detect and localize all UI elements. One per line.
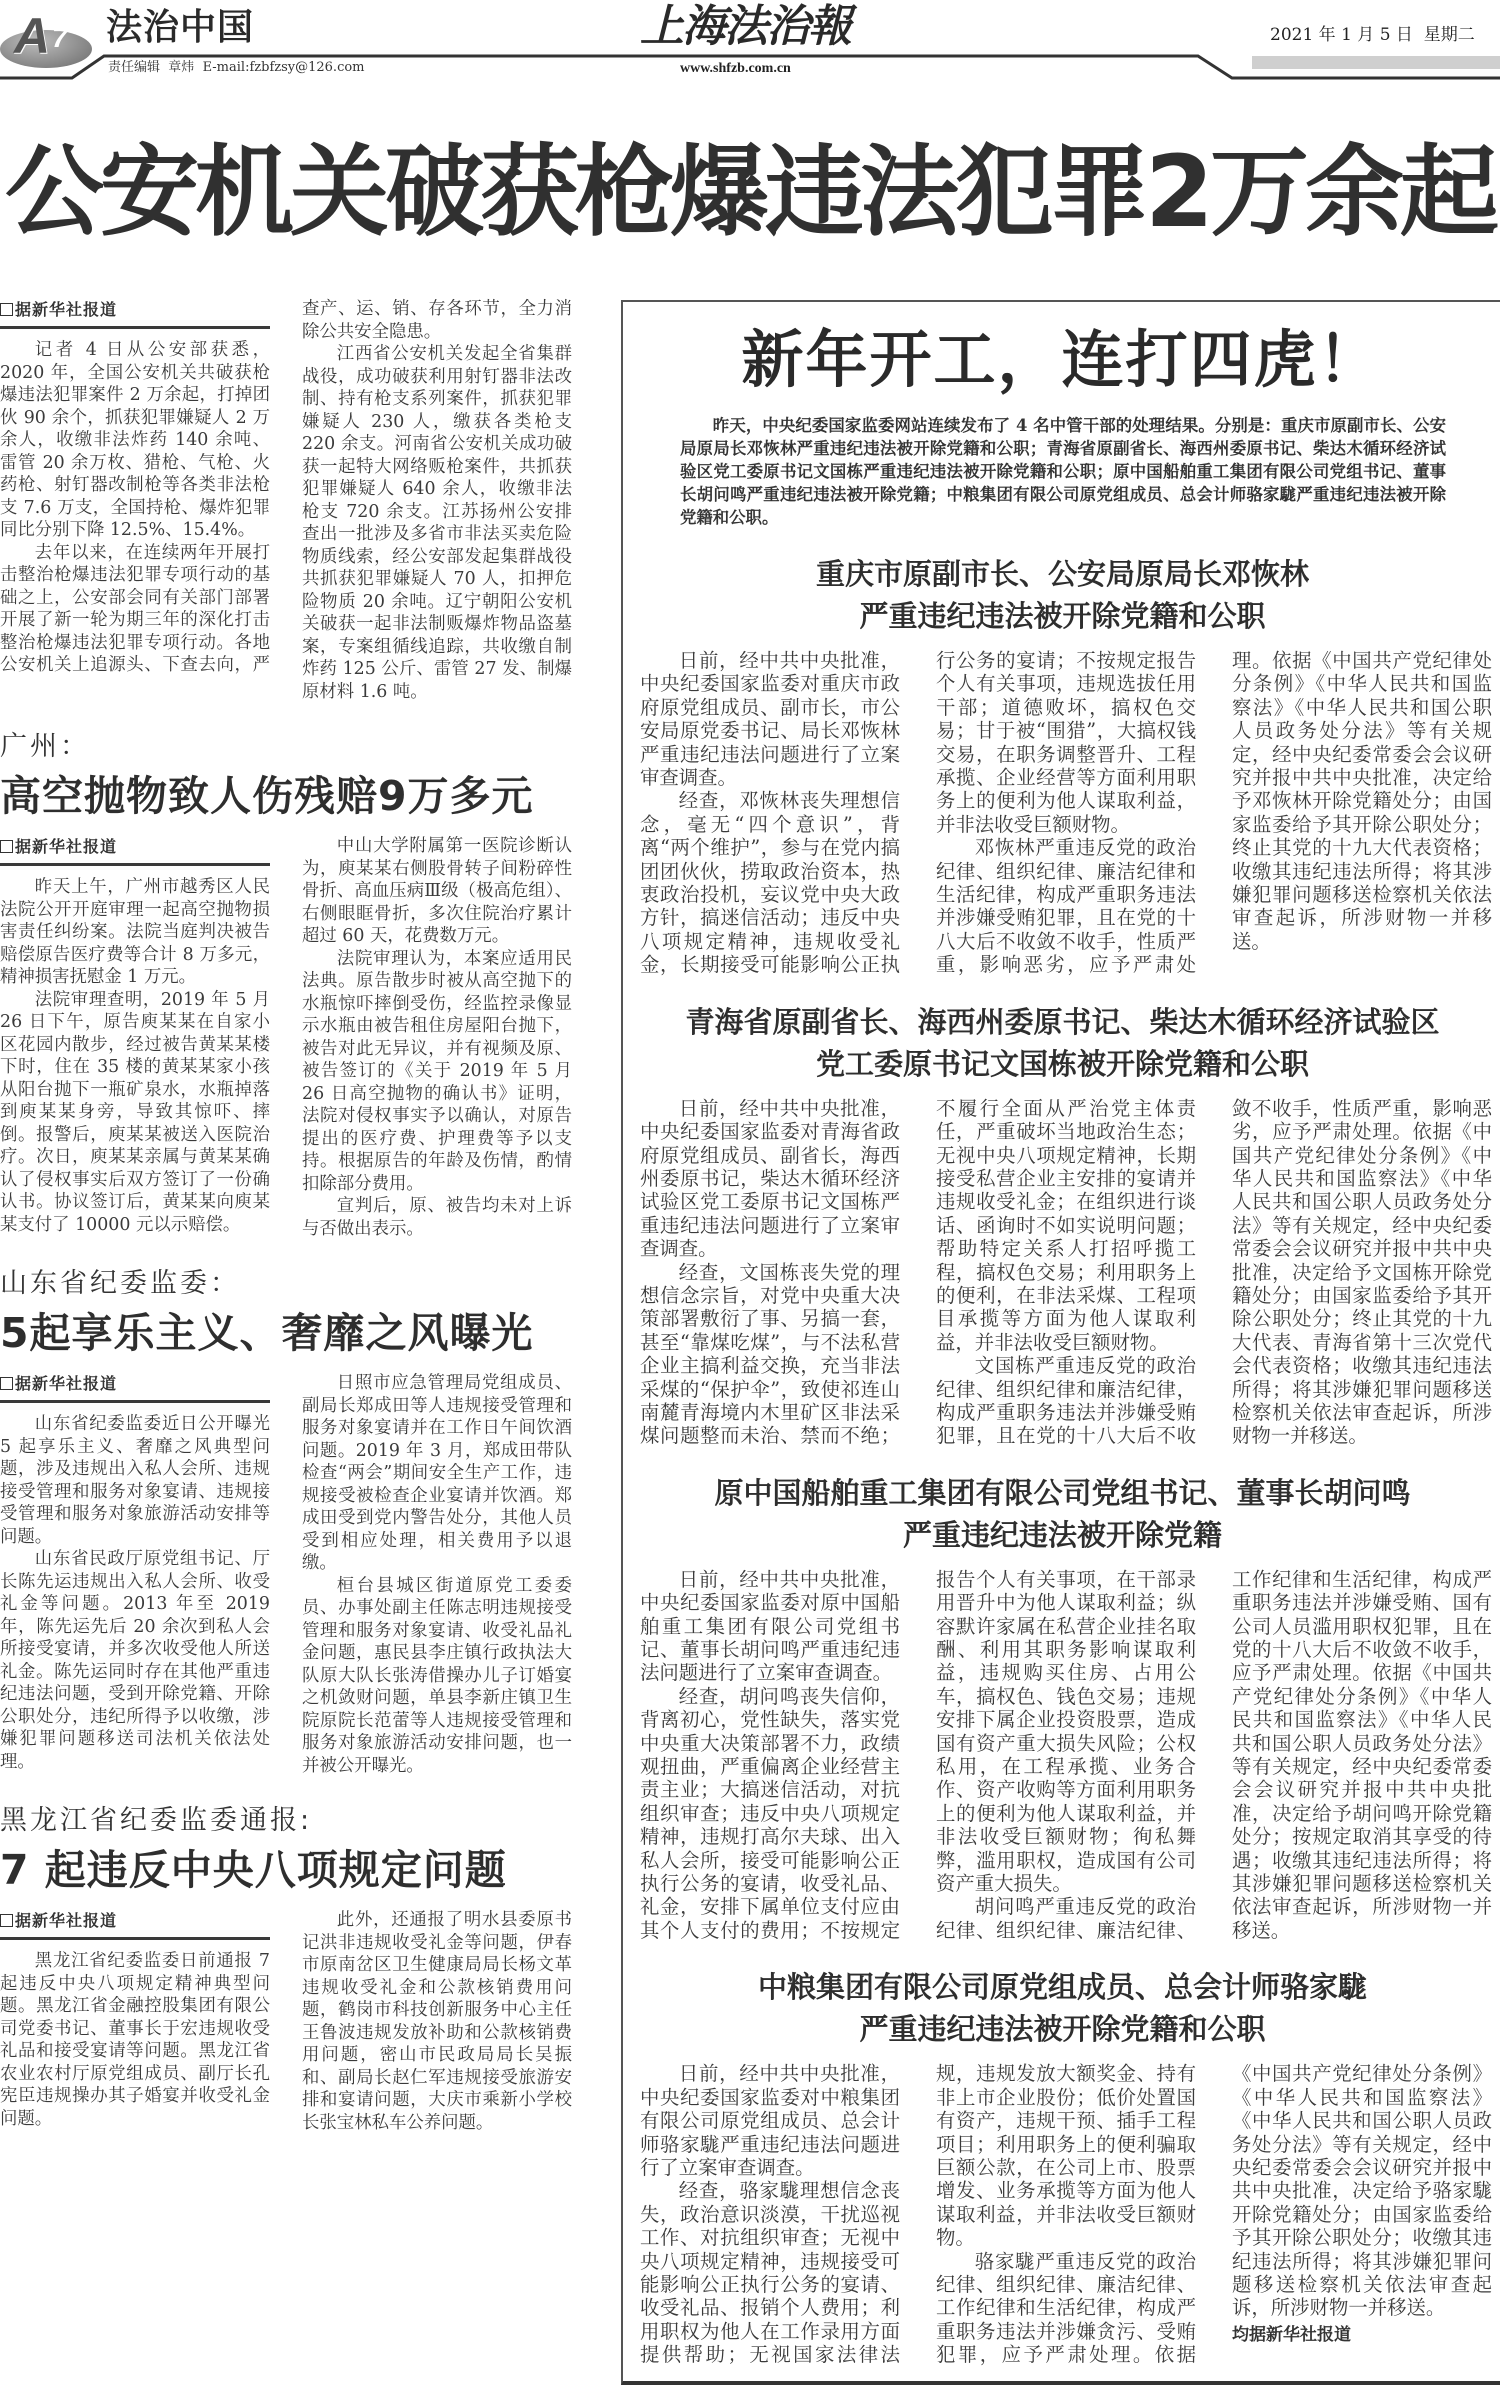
byline-box-icon <box>0 840 13 853</box>
paragraph: 骆家駹严重违反党的政治纪律、组织纪律、廉洁纪律、工作纪律和生活纪律，构成严重职务违法并涉嫌贪污、受贿犯罪，应予严肃处理。依据《中国共产党纪律处分条例》《中华人民共和国监察法》《中华人民共和国公职人员政务处分法》等有关规定，经中央纪委常委会会议研究并报中共中央批准，决定给予骆家駹开除党籍处分；由国家监委给予其开除公职处分；收缴其违纪违法所得；将其涉嫌犯罪问题移送检察机关依法审查起诉，所涉财物一并移送。 <box>936 2062 1492 2367</box>
heading-line: 中粮集团有限公司原党组成员、总会计师骆家駹 <box>757 1970 1367 2005</box>
page-badge-number: 7 <box>52 22 68 53</box>
heading-line: 严重违纪违法被开除党籍 <box>902 1517 1222 1552</box>
article-heilongjiang-body <box>0 1909 572 2134</box>
byline-text: 据新华社报道 <box>15 1911 118 1930</box>
paragraph: 中山大学附属第一医院诊断认为，庾某某右侧股骨转子间粉碎性骨折、高血压病Ⅲ级（极高危组）、右侧眼眶骨折，多次住院治疗累计超过 60 天，花费数万元。 <box>302 836 572 946</box>
byline <box>0 835 270 866</box>
article-kicker: 广州： <box>0 731 90 762</box>
byline-box-icon <box>0 303 13 316</box>
paragraph: 桓台县城区街道原党工委委员、办事处副主任陈志明违规接受管理和服务对象宴请、收受礼品礼金问题，惠民县李庄镇行政执法大队原大队长张涛借操办儿子订婚宴之机敛财问题，单县李新庄镇卫生院原院长范蕾等人违规接受管理和服务对象旅游活动安排问题，也一并被公开曝光。 <box>302 1575 572 1776</box>
editor-email: E-mail:fzbfzsy@126.com <box>202 60 365 75</box>
heading-line: 青海省原副省长、海西州委原书记、柴达木循环经济试验区 <box>685 1004 1440 1039</box>
masthead-logo: 上海法治報 <box>640 1 850 52</box>
section-name: 法治中国 <box>106 7 255 48</box>
section-heading-hu <box>630 1472 1495 1556</box>
byline-text: 据新华社报道 <box>15 300 118 319</box>
paragraph: 黑龙江省纪委监委日前通报 7 起违反中央八项规定精神典型问题。黑龙江省金融控股集团有限公司党委书记、董事长于宏违规收受礼品和接受宴请等问题。黑龙江省农业农村厅原党组成员、副厅长孔宪臣违规操办其子婚宴并收受礼金问题。 <box>0 1951 270 2129</box>
section-body-luo <box>640 2062 1492 2366</box>
byline-text: 据新华社报道 <box>15 1374 118 1393</box>
article-guangzhou-body <box>0 835 572 1240</box>
paragraph: 经查，骆家駹理想信念丧失，政治意识淡漠，干扰巡视工作、对抗组织审查；无视中央八项规定精神，违规接受可能影响公正执行公务的宴请、收受礼品、报销个人费用；利用职权为他人在工作录用方面提供帮助；无视国家法律法规，违规发放大额奖金、持有非上市企业股份；低价处置国有资产，违规干预、插手工程项目；利用职务上的便利骗取巨额公款，在公司上市、股票增发、业务承揽等方面为他人谋取利益，并非法收受巨额财物。 <box>640 2062 1196 2367</box>
article-kicker: 山东省纪委监委： <box>0 1268 240 1299</box>
source-credit: 均据新华社报道 <box>1232 2324 1351 2345</box>
article-headline: 7 起违反中央八项规定问题 <box>0 1846 507 1894</box>
paragraph: 日前，经中共中央批准，中央纪委国家监委对重庆市政府原党组成员、副市长，市公安局原党委书记、局长邓恢林严重违纪违法问题进行了立案审查调查。 <box>640 649 900 790</box>
byline <box>0 298 270 329</box>
byline-text: 据新华社报道 <box>15 837 118 856</box>
section-body-wen <box>640 1097 1492 1448</box>
heading-line: 原中国船舶重工集团有限公司党组书记、董事长胡问鸣 <box>714 1475 1411 1510</box>
main-headline: 公安机关破获枪爆违法犯罪2万余起 <box>5 135 1495 250</box>
paragraph: 昨天上午，广州市越秀区人民法院公开开庭审理一起高空抛物损害责任纠纷案。法院当庭判决被告赔偿原告医疗费等合计 8 万多元，精神损害抚慰金 1 万元。 <box>0 877 270 987</box>
paragraph: 经查，邓恢林丧失理想信念，毫无“四个意识”，背离“两个维护”，参与在党内搞团团伙伙，捞取政治资本，热衷政治投机，妄议党中央大政方针，搞迷信活动；违反中央八项规定精神，违规收受礼金，长期接受可能影响公正执行公务的宴请；不按规定报告个人有关事项，违规选拔任用干部；道德败坏，搞权色交易；甘于被“围猎”，大搞权钱交易，在职务调整晋升、工程承揽、企业经营等方面利用职务上的便利为他人谋取利益，并非法收受巨额财物。 <box>640 649 1196 977</box>
byline-box-icon <box>0 1914 13 1927</box>
heading-line: 严重违纪违法被开除党籍和公职 <box>859 599 1266 633</box>
article-gun-crime-body <box>0 298 572 703</box>
issue-date: 2021 年 1 月 5 日 星期二 <box>1270 25 1475 45</box>
paragraph: 经查，胡问鸣丧失信仰，背离初心，党性缺失，落实党中央重大决策部署不力，政绩观扭曲，严重偏离企业经营主责主业；大搞迷信活动，对抗组织审查；违反中央八项规定精神，违规打高尔夫球、出入私人会所，接受可能影响公正执行公务的宴请，收受礼品、礼金，安排下属单位支付应由其个人支付的费用；不按规定报告个人有关事项，在干部录用晋升中为他人谋取利益；纵容默许家属在私营企业挂名取酬、利用其职务影响谋取利益，违规购买住房、占用公车，搞权色、钱色交易；违规安排下属企业投资股票，造成国有资产重大损失风险；公权私用，在工程承揽、业务合作、资产收购等方面利用职务上的便利为他人谋取利益，并非法收受巨额财物；徇私舞弊，滥用职权，造成国有公司资产重大损失。 <box>640 1567 1196 1942</box>
paragraph: 宣判后，原、被告均未对上诉与否做出表示。 <box>302 1196 572 1239</box>
header-rule <box>0 50 1500 90</box>
heading-line: 党工委原书记文国栋被开除党籍和公职 <box>815 1046 1309 1081</box>
feature-box <box>621 300 1500 2385</box>
feature-intro: 昨天，中央纪委国家监委网站连续发布了 4 名中管干部的处理结果。分别是：重庆市原副市长、公安局原局长邓恢林严重违纪违法被开除党籍和公职；青海省原副省长、海西州委原书记、柴达木循环经济试验区党工委原书记文国栋严重违纪违法被开除党籍和公职；原中国船舶重工集团有限公司党组书记、董事长胡问鸣严重违纪违法被开除党籍；中粮集团有限公司原党组成员、总会计师骆家駹严重违纪违法被开除党籍和公职。 <box>680 416 1446 527</box>
article-kicker: 黑龙江省纪委监委通报: <box>0 1805 313 1836</box>
left-column <box>0 298 572 2134</box>
paragraph: 日前，经中共中央批准，中央纪委国家监委对青海省政府原党组成员、副省长，海西州委原书记，柴达木循环经济试验区党工委原书记文国栋严重违纪违法问题进行了立案审查调查。 <box>640 1096 900 1261</box>
paragraph: 经查，文国栋丧失党的理想信念宗旨，对党中央重大决策部署敷衍了事、另搞一套，甚至“靠煤吃煤”，与不法私营企业主搞利益交换，充当非法采煤的“保护伞”，致使祁连山南麓青海境内木里矿区非法采煤问题整而未治、禁而不绝；不履行全面从严治党主体责任，严重破坏当地政治生态；无视中央八项规定精神，长期接受私营企业主安排的宴请并违规收受礼金；在组织进行谈话、函询时不如实说明问题；帮助特定关系人打招呼揽工程，搞权色交易；利用职务上的便利，在非法采煤、工程项目承揽等方面为他人谋取利益，并非法收受巨额财物。 <box>640 1096 1196 1448</box>
paragraph: 法院审理查明，2019 年 5 月 26 日下午，原告庾某某在自家小区花园内散步，经过被告黄某某楼下时，住在 35 楼的黄某某家小孩从阳台抛下一瓶矿泉水，水瓶掉落到庾某某身旁，导致其惊吓、摔倒。报警后，庾某某被送入医院治疗。次日，庾某某亲属与黄某某确认了侵权事实后双方签订了一份确认书。协议签订后，黄某某向庾某某支付了 10000 元以示赔偿。 <box>0 989 270 1235</box>
website-url: www.shfzb.com.cn <box>680 61 791 76</box>
paragraph: 日前，经中共中央批准，中央纪委国家监委对原中国船舶重工集团有限公司党组书记、董事长胡问鸣严重违纪违法问题进行了立案审查调查。 <box>640 1567 900 1685</box>
paragraph: 江西省公安机关发起全省集群战役，成功破获利用射钉器非法改制、持有枪支系列案件，抓获犯罪嫌疑人 230 人，缴获各类枪支 220 余支。河南省公安机关成功破获一起特大网络贩枪案件，共抓获犯罪嫌疑人 640 余人，收缴非法枪支 720 余支。江苏扬州公安排查出一批涉及多省市非法买卖危险物质线索，经公安部发起集群战役共抓获犯罪嫌疑人 70 人，扣押危险物质 20 余吨。辽宁朝阳公安机关破获一起非法制贩爆炸物品盗墓案，专案组循线追踪，共收缴自制炸药 125 公斤、雷管 27 发、制爆原材料 1.6 吨。 <box>302 344 572 702</box>
section-heading-wen <box>630 1001 1495 1085</box>
page-badge-letter: A <box>14 8 51 64</box>
paragraph: 日前，经中共中央批准，中央纪委国家监委对中粮集团有限公司原党组成员、总会计师骆家駹严重违纪违法问题进行了立案审查调查。 <box>640 2062 900 2179</box>
section-heading-luo <box>630 1966 1495 2050</box>
section-body-deng <box>640 649 1492 977</box>
article-shandong-body <box>0 1372 572 1777</box>
paragraph: 山东省纪委监委近日公开曝光 5 起享乐主义、奢靡之风典型问题，涉及违规出入私人会所、违规接受管理和服务对象宴请、违规接受管理和服务对象旅游活动安排等问题。 <box>0 1414 270 1547</box>
paragraph: 胡问鸣严重违反党的政治纪律、组织纪律、廉洁纪律、工作纪律和生活纪律，构成严重职务违法并涉嫌受贿、国有公司人员滥用职权犯罪，且在党的十八大后不收敛不收手，应予严肃处理。依据《中国共产党纪律处分条例》《中华人民共和国监察法》《中华人民共和国公职人员政务处分法》等有关规定，经中央纪委常委会会议研究并报中共中央批准，决定给予胡问鸣开除党籍处分；按规定取消其享受的待遇；收缴其违纪违法所得；将其涉嫌犯罪问题移送检察机关依法审查起诉，所涉财物一并移送。 <box>936 1567 1492 1942</box>
article-headline: 高空抛物致人伤残赔9万多元 <box>0 772 534 820</box>
editor-name: 章炜 <box>168 60 195 75</box>
paragraph: 日照市应急管理局党组成员、副局长郑成田等人违规接受管理和服务对象宴请并在工作日午间饮酒问题。2019 年 3 月，郑成田带队检查“两会”期间安全生产工作，违规接受被检查企业宴请并饮酒。郑成田受到党内警告处分，其他人员受到相应处理，相关费用予以退缴。 <box>302 1373 572 1573</box>
heading-line: 重庆市原副市长、公安局原局长邓恢林 <box>815 557 1309 591</box>
paragraph: 去年以来，在连续两年开展打击整治枪爆违法犯罪专项行动的基础之上，公安部会同有关部门部署开展了新一轮为期三年的深化打击整治枪爆违法犯罪专项行动。各地公安机关上追源头、下查去向，严查产、运、销、存各环节，全力消除公共安全隐患。 <box>0 299 572 675</box>
paragraph: 法院审理认为，本案应适用民法典。原告散步时被从高空抛下的水瓶惊吓摔倒受伤，经监控录像显示水瓶由被告租住房屋阳台抛下，被告对此无异议，并有视频及原、被告签订的《关于 2019 年 5 月 26 日高空抛物的确认书》证明，法院对侵权事实予以确认，对原告提出的医疗费、护理费等予以支持。根据原告的年龄及伤情，酌情扣除部分费用。 <box>302 948 572 1194</box>
paragraph: 记者 4 日从公安部获悉，2020 年，全国公安机关共破获枪爆违法犯罪案件 2 万余起，打掉团伙 90 余个，抓获犯罪嫌疑人 2 万余人，收缴非法炸药 140 余吨、雷管 20 余万枚、猎枪、气枪、火药枪、射钉器改制枪等各类非法枪支 7.6 万支，全国持枪、爆炸犯罪同比分别下降 12.5%、15.4%。 <box>0 340 270 540</box>
byline-box-icon <box>0 1377 13 1390</box>
editor-label: 责任编辑 <box>108 60 161 75</box>
paragraph: 山东省民政厅原党组书记、厅长陈先运违规出入私人会所、收受礼金等问题。2013 年至 2019 年，陈先运先后 20 余次到私人会所接受宴请，并多次收受他人所送礼金。陈先运同时存在其他严重违纪违法问题，受到开除党籍、开除公职处分，违纪所得予以收缴，涉嫌犯罪问题移送司法机关依法处理。 <box>0 1549 270 1772</box>
byline <box>0 1372 270 1403</box>
paragraph: 文国栋严重违反党的政治纪律、组织纪律和廉洁纪律，构成严重职务违法并涉嫌受贿犯罪，且在党的十八大后不收敛不收手，性质严重，影响恶劣，应予严肃处理。依据《中国共产党纪律处分条例》《中华人民共和国监察法》《中华人民共和国公职人员政务处分法》等有关规定，经中央纪委常委会会议研究并报中共中央批准，决定给予文国栋开除党籍处分；由国家监委给予其开除公职处分；终止其党的十九大代表、青海省第十三次党代会代表资格；收缴其违纪违法所得；将其涉嫌犯罪问题移送检察机关依法审查起诉，所涉财物一并移送。 <box>936 1096 1492 1448</box>
section-body-hu <box>640 1568 1492 1943</box>
paragraph: 此外，还通报了明水县委原书记洪非违规收受礼金等问题，伊春市原南岔区卫生健康局局长杨文革违规收受礼金和公款核销费用问题，鹤岗市科技创新服务中心主任王鲁波违规发放补助和公款核销费用问题，密山市民政局局长吴振和、副局长赵仁军违规接受旅游安排和宴请问题，大庆市乘新小学校长张宝林私车公养问题。 <box>302 1910 572 2133</box>
feature-headline: 新年开工，连打四虎！ <box>741 323 1382 396</box>
section-heading-deng <box>630 553 1495 637</box>
byline <box>0 1909 270 1940</box>
heading-line: 严重违纪违法被开除党籍和公职 <box>859 2012 1266 2047</box>
article-headline: 5起享乐主义、奢靡之风曝光 <box>0 1309 534 1357</box>
paragraph: 邓恢林严重违反党的政治纪律、组织纪律、廉洁纪律和生活纪律，构成严重职务违法并涉嫌受贿犯罪，且在党的十八大后不收敛不收手，性质严重，影响恶劣，应予严肃处理。依据《中国共产党纪律处分条例》《中华人民共和国监察法》《中华人民共和国公职人员政务处分法》等有关规定，经中央纪委常委会会议研究并报中共中央批准，决定给予邓恢林开除党籍处分；由国家监委给予其开除公职处分；终止其党的十九大代表资格；收缴其违纪违法所得；将其涉嫌犯罪问题移送检察机关依法审查起诉，所涉财物一并移送。 <box>936 649 1492 977</box>
